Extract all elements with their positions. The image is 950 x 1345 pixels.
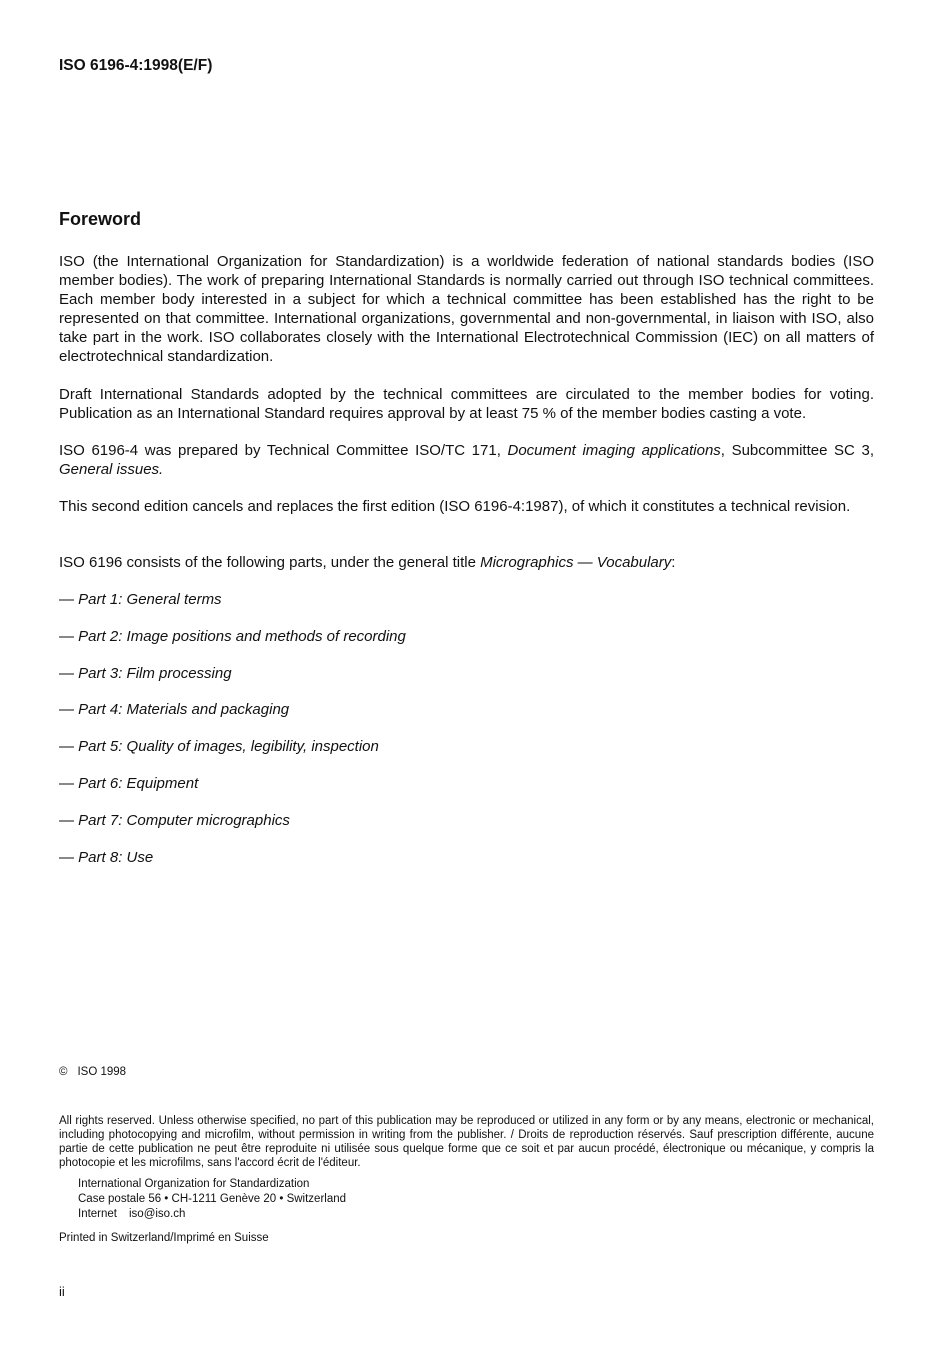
part-list-item bbox=[59, 774, 198, 793]
foreword-paragraph-4: This second edition cancels and replaces the first edition (ISO 6196-4:1987), of which it constitutes a technical revision. bbox=[59, 498, 851, 515]
part-list-item bbox=[59, 700, 289, 719]
part-title: Part 4: Materials and packaging bbox=[78, 701, 290, 718]
general-title: Micrographics — Vocabulary bbox=[480, 554, 672, 571]
part-list-item bbox=[59, 627, 406, 646]
copyright-symbol: © bbox=[59, 1066, 68, 1078]
foreword-heading: Foreword bbox=[59, 209, 142, 229]
part-list-item bbox=[59, 848, 153, 867]
organization-name: International Organization for Standardization bbox=[78, 1178, 310, 1190]
rights-notice: All rights reserved. Unless otherwise specified, no part of this publication may be reproduced or utilized in any form or by any means, electronic or mechanical, including photocopying and microfilm, without permission in writing from the publisher. / Droits de reproduction réservés. Sauf prescription différente, aucune partie de cette publication ne peut être reproduite ni utilisée sous quelque forme que ce soit et par aucun procédé, électronique ou mécanique, y compris la photocopie et les microfilms, sans l'accord écrit de l'éditeur. bbox=[59, 1115, 874, 1169]
p5-text-a: ISO 6196 consists of the following parts, under the general title bbox=[59, 554, 481, 571]
part-title: Part 3: Film processing bbox=[78, 665, 232, 682]
foreword-paragraph-1: ISO (the International Organization for Standardization) is a worldwide federation of national standards bodies (ISO member bodies). The work of preparing International Standards is normally carried out through ISO technical committees. Each member body interested in a subject for which a technical committee has been established has the right to be represented on that committee. International organizations, governmental and non-governmental, in liaison with ISO, also take part in the work. ISO collaborates closely with the International Electrotechnical Commission (IEC) on all matters of electrotechnical standardization. bbox=[59, 253, 874, 365]
copyright-text: ISO 1998 bbox=[77, 1066, 127, 1078]
dash: — bbox=[59, 849, 79, 866]
part-title: Part 7: Computer micrographics bbox=[78, 812, 290, 829]
part-list-item bbox=[59, 737, 379, 756]
copyright-line bbox=[59, 1065, 126, 1079]
part-title: Part 6: Equipment bbox=[78, 775, 199, 792]
dash: — bbox=[59, 812, 79, 829]
internet-line bbox=[78, 1207, 185, 1221]
page-number: ii bbox=[59, 1284, 65, 1299]
dash: — bbox=[59, 738, 79, 755]
part-title: Part 5: Quality of images, legibility, inspection bbox=[78, 738, 379, 755]
internet-email: iso@iso.ch bbox=[129, 1208, 186, 1220]
part-list-item bbox=[59, 811, 290, 830]
subcommittee-title: General issues. bbox=[59, 461, 164, 478]
part-list-item bbox=[59, 664, 232, 683]
document-id: ISO 6196-4:1998(E/F) bbox=[59, 57, 213, 74]
foreword-paragraph-2: Draft International Standards adopted by the technical committees are circulated to the member bodies for voting. Publication as an International Standard requires approval by at least 75 % of the member bodies casting a vote. bbox=[59, 386, 874, 422]
postal-address: Case postale 56 • CH-1211 Genève 20 • Switzerland bbox=[78, 1193, 347, 1205]
part-title: Part 2: Image positions and methods of recording bbox=[78, 628, 406, 645]
part-title: Part 8: Use bbox=[78, 849, 154, 866]
committee-title: Document imaging applications bbox=[507, 442, 721, 459]
foreword-paragraph-3 bbox=[59, 441, 874, 479]
part-list-item bbox=[59, 590, 222, 609]
part-title: Part 1: General terms bbox=[78, 591, 222, 608]
p3-text-a: ISO 6196-4 was prepared by Technical Committee ISO/TC 171, bbox=[59, 442, 508, 459]
internet-label: Internet bbox=[78, 1208, 117, 1220]
dash: — bbox=[59, 591, 79, 608]
dash: — bbox=[59, 701, 79, 718]
dash: — bbox=[59, 775, 79, 792]
foreword-paragraph-5 bbox=[59, 553, 874, 572]
dash: — bbox=[59, 628, 79, 645]
dash: — bbox=[59, 665, 79, 682]
printed-in: Printed in Switzerland/Imprimé en Suisse bbox=[59, 1232, 269, 1244]
p3-text-c: , Subcommittee SC 3, bbox=[720, 442, 874, 459]
p5-text-c: : bbox=[671, 554, 676, 571]
